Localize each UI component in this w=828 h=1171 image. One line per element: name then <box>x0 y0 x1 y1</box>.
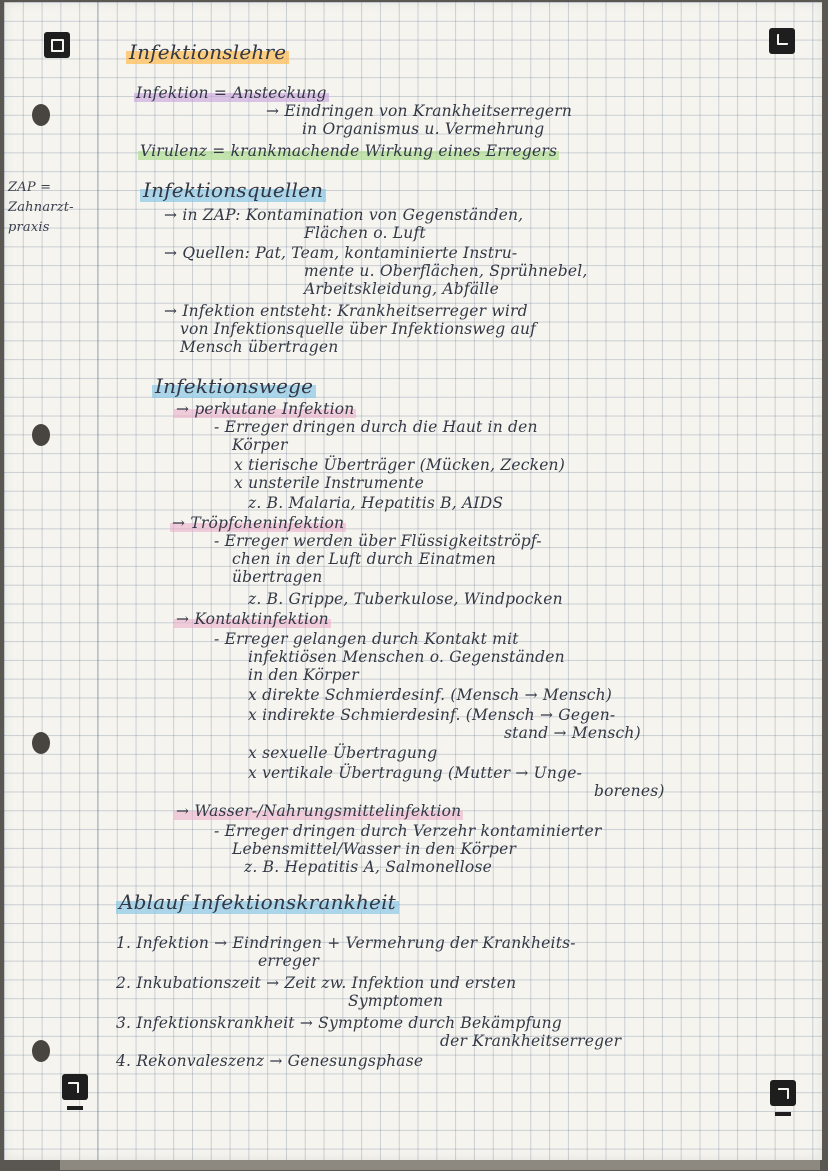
definition-line <box>138 142 559 160</box>
side-note-line: ZAP = <box>8 180 52 195</box>
wege-line: stand → Mensch) <box>504 724 641 742</box>
subheading-wasser: → Wasser-/Nahrungsmittelinfektion <box>176 802 462 820</box>
ablauf-line: Symptomen <box>348 992 444 1010</box>
wege-line: - Erreger dringen durch die Haut in den <box>214 418 538 436</box>
wege-line <box>174 802 463 820</box>
wege-line: infektiösen Menschen o. Gegenständen <box>248 648 565 666</box>
punch-hole <box>32 732 50 754</box>
subheading-troepfchen: → Tröpfcheninfektion <box>172 514 345 532</box>
page-title-text: Infektionslehre <box>126 40 289 64</box>
ablauf-line: 1. Infektion → Eindringen + Vermehrung der Krankheits- <box>116 934 576 952</box>
quellen-line: → Infektion entsteht: Krankheitserreger wird <box>164 302 528 320</box>
definition-line: → Eindringen von Krankheitserregern <box>266 102 572 120</box>
wege-line: x indirekte Schmierdesinf. (Mensch → Gegen- <box>248 706 616 724</box>
wege-line: x tierische Überträger (Mücken, Zecken) <box>234 456 565 474</box>
margin-line <box>97 2 98 1160</box>
wege-line: Lebensmittel/Wasser in den Körper <box>232 840 517 858</box>
wege-line: x direkte Schmierdesinf. (Mensch → Mensch) <box>248 686 613 704</box>
quellen-line: Arbeitskleidung, Abfälle <box>304 280 499 298</box>
side-note-line: Zahnarzt- <box>8 200 74 215</box>
quellen-line: mente u. Oberflächen, Sprühnebel, <box>304 262 588 280</box>
quellen-line: → in ZAP: Kontamination von Gegenständen, <box>164 206 524 224</box>
section-heading-text: Ablauf Infektionskrankheit <box>116 890 399 914</box>
section-heading-text: Infektionswege <box>152 374 316 398</box>
scan-marker-top-left <box>44 32 70 58</box>
wege-line: z. B. Hepatitis A, Salmonellose <box>244 858 492 876</box>
scan-marker-bottom-right <box>770 1080 796 1106</box>
wege-line: in den Körper <box>248 666 359 684</box>
scan-marker-top-right <box>769 28 795 54</box>
section-heading-text: Infektionsquellen <box>140 178 326 202</box>
wege-line: x sexuelle Übertragung <box>248 744 438 762</box>
quellen-line: von Infektionsquelle über Infektionsweg auf <box>180 320 537 338</box>
ablauf-line: erreger <box>258 952 320 970</box>
punch-hole <box>32 1040 50 1062</box>
definition-virulenz: Virulenz = krankmachende Wirkung eines Erregers <box>140 142 558 160</box>
definition-infektion: Infektion = Ansteckung <box>136 84 327 102</box>
wege-line: z. B. Malaria, Hepatitis B, AIDS <box>248 494 504 512</box>
definition-line <box>134 84 329 102</box>
quellen-line: → Quellen: Pat, Team, kontaminierte Instru- <box>164 244 518 262</box>
section-heading-ablauf <box>116 890 399 914</box>
wege-line: z. B. Grippe, Tuberkulose, Windpocken <box>248 590 563 608</box>
wege-line: borenes) <box>594 782 665 800</box>
ablauf-line: 3. Infektionskrankheit → Symptome durch Bekämpfung <box>116 1014 562 1032</box>
punch-hole <box>32 104 50 126</box>
wege-line: Körper <box>232 436 288 454</box>
punch-hole <box>32 424 50 446</box>
side-note-line: praxis <box>8 220 50 235</box>
quellen-line: Mensch übertragen <box>180 338 339 356</box>
wege-line: x unsterile Instrumente <box>234 474 424 492</box>
page-title <box>126 40 289 64</box>
wege-line <box>174 400 356 418</box>
wege-line <box>170 514 346 532</box>
notebook-page <box>4 2 822 1160</box>
wege-line: - Erreger dringen durch Verzehr kontaminierter <box>214 822 602 840</box>
wege-line: übertragen <box>232 568 323 586</box>
subheading-kontakt: → Kontaktinfektion <box>176 610 329 628</box>
scan-marker-bottom-left <box>62 1074 88 1100</box>
ablauf-line: 2. Inkubationszeit → Zeit zw. Infektion und ersten <box>116 974 517 992</box>
scan-marker-bar <box>775 1112 791 1116</box>
section-heading-quellen <box>140 178 326 202</box>
subheading-perkutan: → perkutane Infektion <box>176 400 355 418</box>
ablauf-line: 4. Rekonvaleszenz → Genesungsphase <box>116 1052 424 1070</box>
section-heading-wege <box>152 374 316 398</box>
wege-line: x vertikale Übertragung (Mutter → Unge- <box>248 764 583 782</box>
wege-line: - Erreger werden über Flüssigkeitströpf- <box>214 532 542 550</box>
wege-line: - Erreger gelangen durch Kontakt mit <box>214 630 519 648</box>
wege-line: chen in der Luft durch Einatmen <box>232 550 496 568</box>
definition-line: in Organismus u. Vermehrung <box>302 120 545 138</box>
quellen-line: Flächen o. Luft <box>304 224 426 242</box>
wege-line <box>174 610 331 628</box>
ablauf-line: der Krankheitserreger <box>440 1032 622 1050</box>
scan-marker-bar <box>67 1106 83 1110</box>
